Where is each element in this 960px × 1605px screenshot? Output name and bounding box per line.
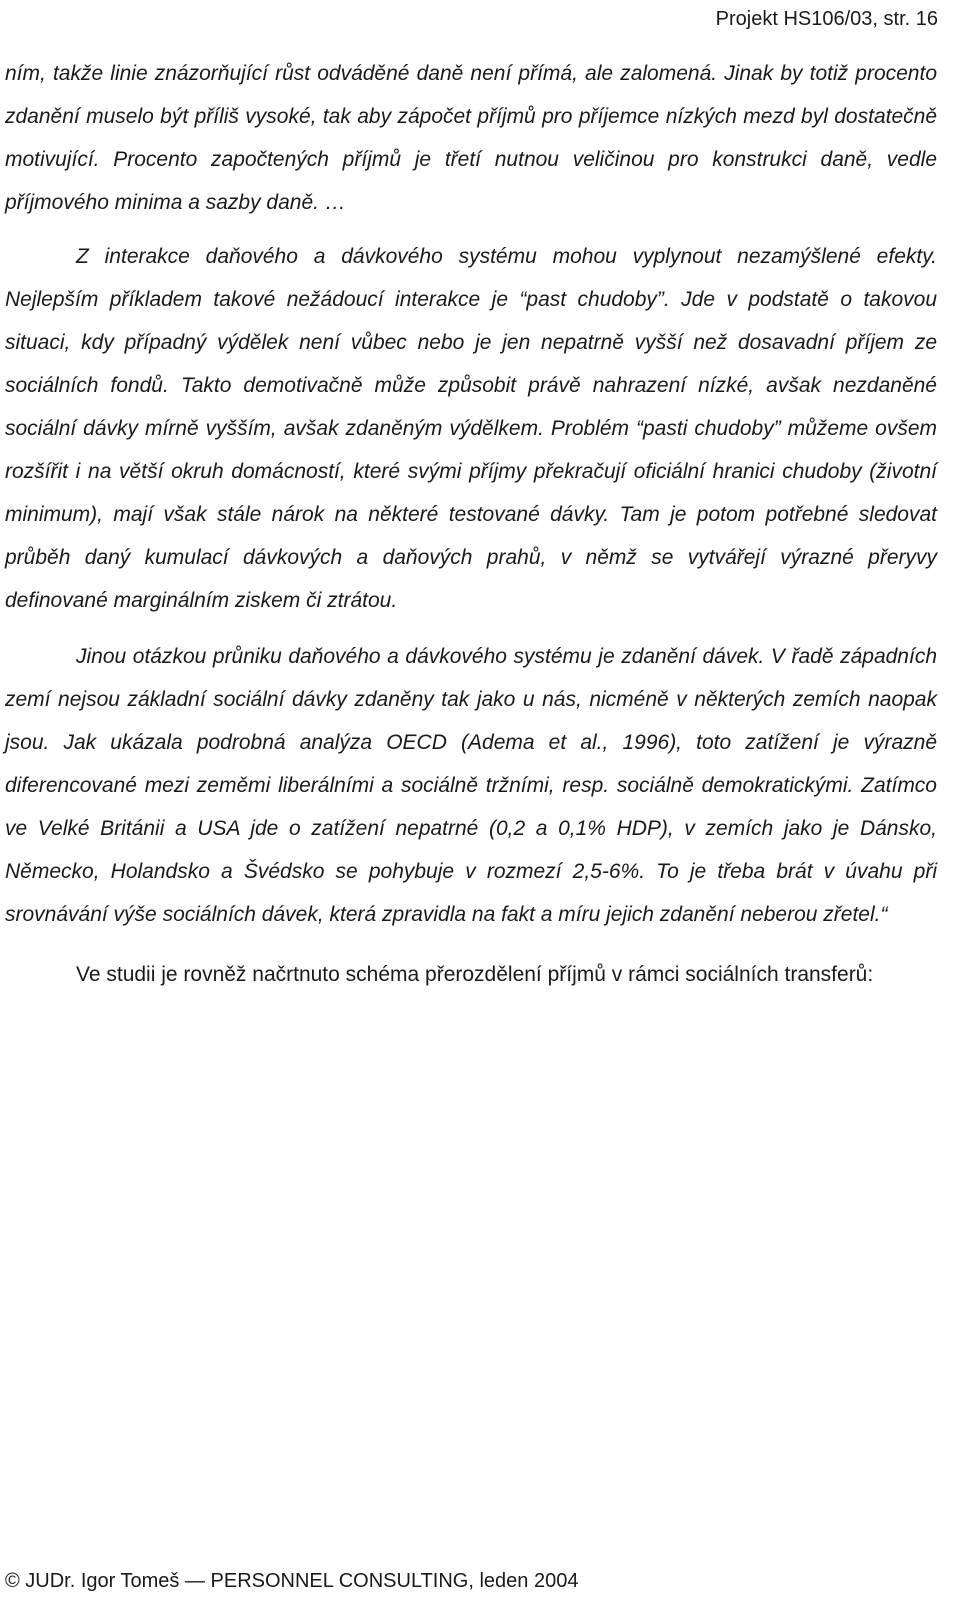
paragraph-1 bbox=[5, 52, 937, 224]
paragraph-4 bbox=[5, 953, 937, 996]
page-label: Projekt HS106/03, str. 16 bbox=[715, 8, 938, 30]
paragraph-3 bbox=[5, 635, 937, 936]
paragraph-2-text: Z interakce daňového a dávkového systému mohou vyplynout nezamýšlené efekty. Nejlepším příkladem takové nežádoucí interakce je “past chudoby”. Jde v podstatě o takovou situaci, kdy případný výdělek není vůbec nebo je jen nepatrně vyšší než dosavadní příjem ze sociálních fondů. Takto demotivačně může způsobit právě nahrazení nízké, avšak nezdaněné sociální dávky mírně vyšším, avšak zdaněným výdělkem. Problém “pasti chudoby” můžeme ovšem rozšířit i na větší okruh domácností, které svými příjmy překračují oficiální hranici chudoby (životní minimum), mají však stále nárok na některé testované dávky. Tam je potom potřebné sledovat průběh daný kumulací dávkových a daňových prahů, v němž se vytvářejí výrazné přeryvy definované marginálním ziskem či ztrátou. bbox=[5, 245, 937, 612]
footer-text: © JUDr. Igor Tomeš — PERSONNEL CONSULTING, leden 2004 bbox=[5, 1570, 579, 1592]
document-body bbox=[5, 52, 937, 996]
paragraph-3-text: Jinou otázkou průniku daňového a dávkového systému je zdanění dávek. V řadě západních zemí nejsou základní sociální dávky zdaněny tak jako u nás, nicméně v některých zemích naopak jsou. Jak ukázala podrobná analýza OECD (Adema et al., 1996), toto zatížení je výrazně diferencované mezi zeměmi liberálními a sociálně tržními, resp. sociálně demokratickými. Zatímco ve Velké Británii a USA jde o zatížení nepatrné (0,2 a 0,1% HDP), v zemích jako je Dánsko, Německo, Holandsko a Švédsko se pohybuje v rozmezí 2,5-6%. To je třeba brát v úvahu při srovnávání výše sociálních dávek, která zpravidla na fakt a míru jejich zdanění neberou zřetel.“ bbox=[5, 645, 937, 926]
paragraph-4-text: Ve studii je rovněž načrtnuto schéma přerozdělení příjmů v rámci sociálních transferů: bbox=[76, 963, 874, 986]
page-header bbox=[716, 6, 938, 32]
page-footer bbox=[5, 1568, 578, 1594]
paragraph-1-text: ním, takže linie znázorňující růst odváděné daně není přímá, ale zalomená. Jinak by totiž procento zdanění muselo být příliš vysoké, tak aby zápočet příjmů pro příjemce nízkých mezd byl dostatečně motivující. Procento započtených příjmů je třetí nutnou veličinou pro konstrukci daně, vedle příjmového minima a sazby daně. … bbox=[5, 62, 937, 214]
paragraph-2 bbox=[5, 235, 937, 622]
